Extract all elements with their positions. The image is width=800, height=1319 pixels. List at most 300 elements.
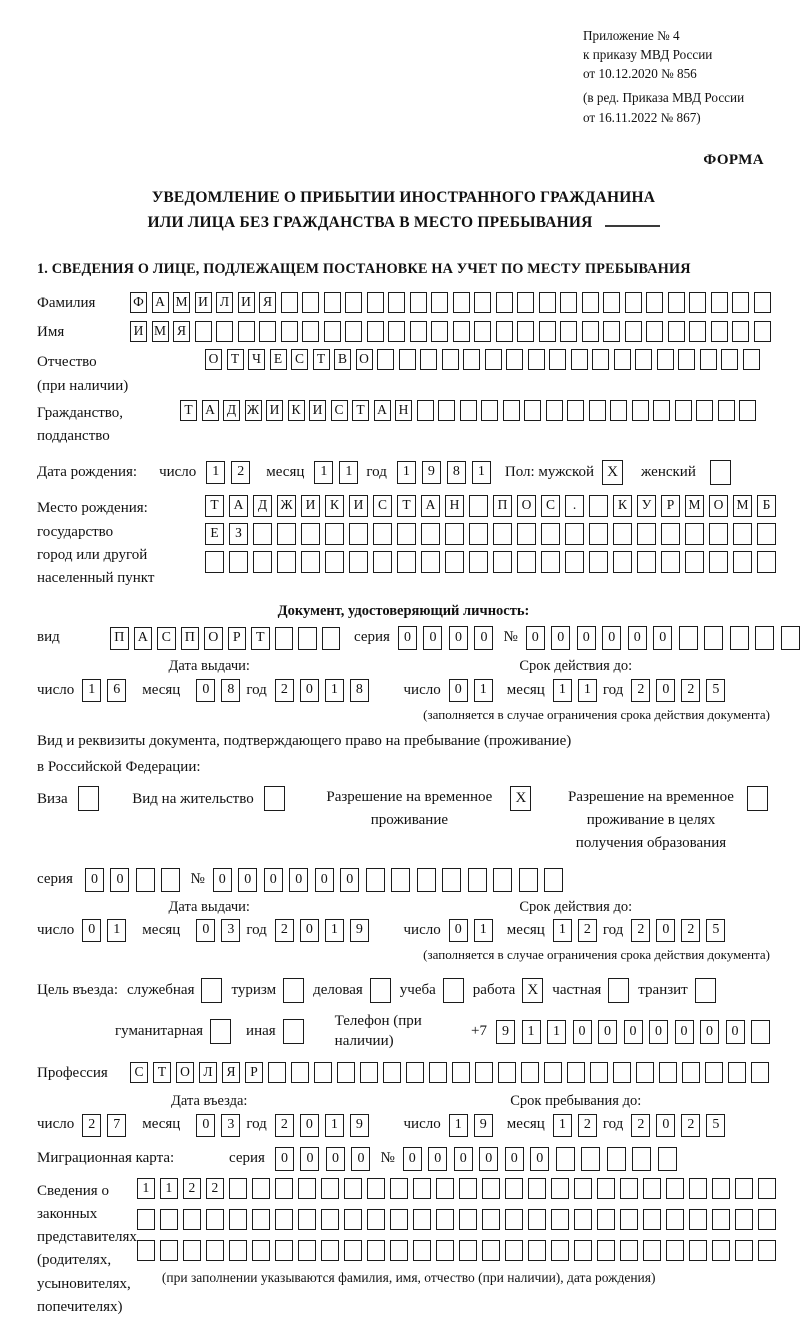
- purpose-study: учеба: [400, 978, 464, 1003]
- purpose-work: работа X: [473, 978, 544, 1003]
- char-cell: [590, 1062, 608, 1083]
- char-cell: [582, 292, 599, 313]
- legal-reference-amendment: от 16.11.2022 № 867): [583, 109, 701, 125]
- purpose-private: частная: [552, 978, 629, 1003]
- residence-permit-label: Вид на жительство: [132, 790, 254, 807]
- char-cell: [229, 1209, 247, 1230]
- char-cell: И: [195, 292, 212, 313]
- char-cell: [482, 1178, 500, 1199]
- char-cell: М: [152, 321, 169, 342]
- day-label: число: [159, 464, 197, 480]
- char-cell: [528, 349, 545, 370]
- char-cell: 2: [578, 1114, 597, 1137]
- char-cell: [551, 1209, 569, 1230]
- phone-label: Телефон (при наличии): [334, 1013, 422, 1049]
- char-cell: [541, 551, 560, 573]
- residence-series-label: серия: [37, 870, 73, 887]
- char-cell: И: [266, 400, 283, 421]
- char-cell: 2: [275, 679, 294, 702]
- char-cell: [571, 349, 588, 370]
- char-cell: 0: [577, 626, 596, 650]
- section1-heading: 1. СВЕДЕНИЯ О ЛИЦЕ, ПОДЛЕЖАЩЕМ ПОСТАНОВКЕ НА УЧЕТ ПО МЕСТУ ПРЕБЫВАНИЯ: [37, 260, 691, 277]
- char-cell: [298, 627, 317, 650]
- char-cell: [253, 551, 272, 573]
- residence-number-label: №: [190, 870, 205, 887]
- char-cell: [229, 551, 248, 573]
- char-cell: [383, 1062, 401, 1083]
- char-cell: [735, 1209, 753, 1230]
- char-cell: 1: [325, 919, 344, 942]
- migration-number-label: №: [380, 1149, 395, 1166]
- firstname-label: Имя: [37, 323, 65, 340]
- char-cell: [560, 321, 577, 342]
- char-cell: [344, 1209, 362, 1230]
- char-cell: Р: [228, 627, 247, 650]
- doc-expiry-month-cells: [553, 679, 597, 702]
- char-cell: Р: [661, 495, 680, 517]
- purpose-business-checkbox: [201, 978, 222, 1003]
- char-cell: 0: [505, 1147, 524, 1171]
- char-cell: 1: [449, 1114, 468, 1137]
- char-cell: 1: [314, 461, 333, 484]
- char-cell: 8: [447, 461, 466, 484]
- legal-reps-label: Сведения о законных представителях (родителях, усыновителях, попечителях): [37, 1182, 137, 1315]
- char-cell: О: [205, 349, 222, 370]
- char-cell: 0: [403, 1147, 422, 1171]
- char-cell: [505, 1240, 523, 1261]
- char-cell: П: [110, 627, 129, 650]
- char-cell: [625, 292, 642, 313]
- char-cell: [712, 1209, 730, 1230]
- purpose-transit: транзит: [638, 978, 715, 1003]
- purpose-transit-checkbox: [695, 978, 716, 1003]
- char-cell: [635, 349, 652, 370]
- char-cell: Д: [223, 400, 240, 421]
- char-cell: [582, 321, 599, 342]
- surname-label: Фамилия: [37, 295, 96, 312]
- char-cell: [755, 626, 774, 650]
- gender-female-label: женский: [641, 464, 696, 480]
- char-cell: [695, 978, 716, 1003]
- char-cell: [275, 1178, 293, 1199]
- char-cell: [229, 1240, 247, 1261]
- residence-issue-year-cells: [275, 919, 369, 942]
- char-cell: 0: [196, 679, 215, 702]
- char-cell: 0: [449, 919, 468, 942]
- char-cell: [519, 868, 538, 892]
- char-cell: 0: [300, 919, 319, 942]
- doc-expiry-block: [382, 657, 771, 724]
- char-cell: X: [510, 786, 531, 811]
- option-temp-residence-education: [565, 786, 768, 856]
- char-cell: Т: [180, 400, 197, 421]
- char-cell: [668, 321, 685, 342]
- char-cell: 1: [82, 679, 101, 702]
- purpose-humanitarian: гуманитарная: [115, 1019, 231, 1044]
- char-cell: [413, 1178, 431, 1199]
- char-cell: [413, 1209, 431, 1230]
- char-cell: [252, 1240, 270, 1261]
- char-cell: 0: [726, 1020, 745, 1044]
- char-cell: [733, 523, 752, 545]
- visit-purpose-label: Цель въезда:: [37, 982, 118, 999]
- char-cell: [324, 292, 341, 313]
- char-cell: [442, 868, 461, 892]
- char-cell: [747, 786, 768, 811]
- residence-expiry-heading: Срок действия до:: [519, 898, 633, 915]
- char-cell: [367, 321, 384, 342]
- char-cell: [696, 400, 713, 421]
- doc-expiry-note: (заполняется в случае ограничения срока действия документа): [423, 706, 770, 722]
- char-cell: [275, 1209, 293, 1230]
- char-cell: К: [613, 495, 632, 517]
- char-cell: [321, 1209, 339, 1230]
- residence-expiry-day-cells: [449, 919, 493, 942]
- char-cell: [781, 626, 800, 650]
- char-cell: Л: [216, 292, 233, 313]
- char-cell: [264, 786, 285, 811]
- char-cell: [589, 523, 608, 545]
- char-cell: И: [130, 321, 147, 342]
- char-cell: [659, 1062, 677, 1083]
- char-cell: 8: [221, 679, 240, 702]
- char-cell: [298, 1178, 316, 1199]
- entry-date-heading: Дата въезда:: [171, 1092, 248, 1109]
- char-cell: [390, 1178, 408, 1199]
- char-cell: [560, 292, 577, 313]
- char-cell: 3: [221, 919, 240, 942]
- char-cell: 0: [289, 868, 308, 892]
- char-cell: 0: [275, 1147, 294, 1171]
- doc-issue-month-cells: [196, 679, 240, 702]
- identity-doc-heading: Документ, удостоверяющий личность:: [277, 603, 530, 620]
- migration-number-cells: [403, 1147, 677, 1171]
- char-cell: [302, 292, 319, 313]
- char-cell: [137, 1209, 155, 1230]
- char-cell: 0: [300, 1114, 319, 1137]
- char-cell: Е: [270, 349, 287, 370]
- char-cell: [678, 349, 695, 370]
- residence-issue-month-cells: [196, 919, 240, 942]
- char-cell: [344, 1178, 362, 1199]
- char-cell: [620, 1209, 638, 1230]
- char-cell: [613, 523, 632, 545]
- char-cell: [743, 349, 760, 370]
- char-cell: [366, 868, 385, 892]
- char-cell: А: [229, 495, 248, 517]
- birth-month-cells: [314, 461, 358, 484]
- char-cell: [711, 292, 728, 313]
- char-cell: [291, 1062, 309, 1083]
- purpose-commercial: деловая: [313, 978, 391, 1003]
- char-cell: [679, 626, 698, 650]
- stay-until-month-cells: [553, 1114, 597, 1137]
- entry-date: число 2 7 месяц 0 3 год 2 0 1 9: [37, 1114, 382, 1137]
- char-cell: 0: [85, 868, 104, 892]
- char-cell: С: [157, 627, 176, 650]
- migration-series-label: серия: [229, 1149, 265, 1166]
- char-cell: [592, 349, 609, 370]
- char-cell: 2: [206, 1178, 224, 1199]
- char-cell: [503, 400, 520, 421]
- char-cell: Ф: [130, 292, 147, 313]
- char-cell: [436, 1240, 454, 1261]
- char-cell: [589, 551, 608, 573]
- residence-issue-day-cells: [82, 919, 126, 942]
- option-visa: [37, 786, 99, 811]
- char-cell: 9: [496, 1020, 515, 1044]
- residence-permit-checkbox: [264, 786, 285, 811]
- char-cell: 0: [624, 1020, 643, 1044]
- char-cell: [391, 868, 410, 892]
- doc-issue-date: число 1 6 месяц 0 8 год 2 0 1 8: [37, 679, 382, 702]
- char-cell: [410, 292, 427, 313]
- char-cell: [367, 1178, 385, 1199]
- char-cell: [754, 321, 771, 342]
- profession-label: Профессия: [37, 1065, 108, 1082]
- char-cell: Я: [222, 1062, 240, 1083]
- stay-until-block: [382, 1092, 771, 1137]
- char-cell: [528, 1209, 546, 1230]
- char-cell: [485, 349, 502, 370]
- char-cell: 8: [350, 679, 369, 702]
- char-cell: 0: [479, 1147, 498, 1171]
- char-cell: [201, 978, 222, 1003]
- gender-female-checkbox: [710, 460, 731, 485]
- char-cell: [252, 1209, 270, 1230]
- char-cell: [298, 1240, 316, 1261]
- char-cell: [636, 1062, 654, 1083]
- char-cell: [661, 551, 680, 573]
- entry-day-cells: [82, 1114, 126, 1137]
- char-cell: [314, 1062, 332, 1083]
- temp-residence-label: Разрешение на временное проживание: [326, 788, 493, 829]
- migration-series-cells: [275, 1147, 371, 1171]
- char-cell: [481, 400, 498, 421]
- char-cell: [360, 1062, 378, 1083]
- char-cell: Ж: [277, 495, 296, 517]
- char-cell: [420, 349, 437, 370]
- char-cell: [539, 292, 556, 313]
- char-cell: [252, 1178, 270, 1199]
- char-cell: [505, 1209, 523, 1230]
- residence-doc-intro2: в Российской Федерации:: [37, 759, 201, 776]
- legal-reps-row2: [137, 1209, 776, 1230]
- visa-checkbox: [78, 786, 99, 811]
- char-cell: [709, 523, 728, 545]
- char-cell: А: [421, 495, 440, 517]
- char-cell: [183, 1240, 201, 1261]
- char-cell: [544, 868, 563, 892]
- stay-until-date: число 1 9 месяц 1 2 год 2 0 2 5: [382, 1114, 771, 1137]
- firstname-cells: [130, 321, 771, 342]
- char-cell: [608, 978, 629, 1003]
- phone-cells: [496, 1020, 770, 1044]
- char-cell: С: [291, 349, 308, 370]
- char-cell: [505, 1178, 523, 1199]
- char-cell: [268, 1062, 286, 1083]
- doc-number-cells: [526, 626, 800, 650]
- char-cell: 9: [474, 1114, 493, 1137]
- char-cell: Т: [153, 1062, 171, 1083]
- char-cell: [195, 321, 212, 342]
- char-cell: Т: [313, 349, 330, 370]
- char-cell: [528, 1178, 546, 1199]
- char-cell: [718, 400, 735, 421]
- citizenship-label: Гражданство, подданство: [37, 404, 124, 444]
- doc-expiry-heading: Срок действия до:: [519, 658, 633, 675]
- legal-reps-rows: [137, 1178, 776, 1287]
- char-cell: [546, 400, 563, 421]
- birth-place-row1: [205, 495, 776, 517]
- char-cell: 2: [183, 1178, 201, 1199]
- doc-expiry-day-cells: [449, 679, 493, 702]
- field-birth-date: [37, 460, 770, 485]
- char-cell: [751, 1020, 770, 1044]
- char-cell: [136, 868, 155, 892]
- visit-purpose-row1: [37, 978, 770, 1003]
- char-cell: [524, 400, 541, 421]
- char-cell: 9: [350, 1114, 369, 1137]
- stay-until-year-cells: [631, 1114, 725, 1137]
- visit-purpose-row2: [115, 1012, 770, 1051]
- char-cell: 0: [551, 626, 570, 650]
- char-cell: 2: [275, 1114, 294, 1137]
- char-cell: С: [130, 1062, 148, 1083]
- char-cell: [735, 1240, 753, 1261]
- field-citizenship: [37, 400, 770, 449]
- char-cell: [431, 321, 448, 342]
- char-cell: 0: [351, 1147, 370, 1171]
- char-cell: [388, 292, 405, 313]
- char-cell: [406, 1062, 424, 1083]
- char-cell: X: [522, 978, 543, 1003]
- char-cell: [551, 1240, 569, 1261]
- char-cell: 1: [397, 461, 416, 484]
- char-cell: 2: [275, 919, 294, 942]
- doc-issue-year-cells: [275, 679, 369, 702]
- char-cell: 0: [474, 626, 493, 650]
- char-cell: О: [709, 495, 728, 517]
- char-cell: [210, 1019, 231, 1044]
- char-cell: 1: [107, 919, 126, 942]
- char-cell: [345, 292, 362, 313]
- birth-place-cell-rows: [205, 495, 776, 573]
- char-cell: 0: [675, 1020, 694, 1044]
- char-cell: 1: [325, 679, 344, 702]
- birth-date-label: Дата рождения:: [37, 464, 138, 480]
- char-cell: 5: [706, 679, 725, 702]
- char-cell: М: [733, 495, 752, 517]
- char-cell: [453, 321, 470, 342]
- char-cell: [732, 292, 749, 313]
- char-cell: [453, 292, 470, 313]
- char-cell: 0: [196, 1114, 215, 1137]
- char-cell: 0: [82, 919, 101, 942]
- char-cell: 0: [398, 626, 417, 650]
- visa-label: Виза: [37, 790, 68, 807]
- char-cell: [349, 551, 368, 573]
- char-cell: [581, 1147, 600, 1171]
- char-cell: О: [356, 349, 373, 370]
- char-cell: [539, 321, 556, 342]
- residence-issue-date: число 0 1 месяц 0 3 год 2 0 1 9: [37, 919, 382, 942]
- char-cell: [754, 292, 771, 313]
- char-cell: Я: [173, 321, 190, 342]
- char-cell: [390, 1209, 408, 1230]
- gender-male-checkbox: [602, 460, 623, 485]
- char-cell: Н: [445, 495, 464, 517]
- char-cell: [689, 1178, 707, 1199]
- char-cell: 2: [82, 1114, 101, 1137]
- char-cell: [668, 292, 685, 313]
- char-cell: 0: [300, 1147, 319, 1171]
- char-cell: 0: [656, 679, 675, 702]
- legal-reps-row3: [137, 1240, 776, 1261]
- char-cell: [589, 400, 606, 421]
- purpose-other: иная: [246, 1019, 304, 1044]
- char-cell: [238, 321, 255, 342]
- doc-series-cells: [398, 626, 494, 650]
- char-cell: [281, 321, 298, 342]
- char-cell: [421, 551, 440, 573]
- char-cell: [373, 523, 392, 545]
- char-cell: П: [181, 627, 200, 650]
- char-cell: [711, 321, 728, 342]
- char-cell: 2: [681, 679, 700, 702]
- char-cell: [283, 978, 304, 1003]
- char-cell: [567, 400, 584, 421]
- entry-date-block: [37, 1092, 382, 1137]
- char-cell: [183, 1209, 201, 1230]
- char-cell: [574, 1178, 592, 1199]
- char-cell: [325, 523, 344, 545]
- legal-reference-amendment: (в ред. Приказа МВД России: [583, 90, 745, 106]
- char-cell: 0: [598, 1020, 617, 1044]
- birth-year-cells: [397, 461, 491, 484]
- char-cell: [682, 1062, 700, 1083]
- purpose-business: служебная: [127, 978, 223, 1003]
- char-cell: Н: [395, 400, 412, 421]
- char-cell: А: [134, 627, 153, 650]
- char-cell: П: [493, 495, 512, 517]
- char-cell: [482, 1209, 500, 1230]
- char-cell: 5: [706, 1114, 725, 1137]
- char-cell: 1: [325, 1114, 344, 1137]
- char-cell: [589, 495, 608, 517]
- char-cell: Т: [352, 400, 369, 421]
- char-cell: 1: [339, 461, 358, 484]
- char-cell: [436, 1178, 454, 1199]
- char-cell: [469, 523, 488, 545]
- char-cell: Т: [397, 495, 416, 517]
- char-cell: [689, 292, 706, 313]
- char-cell: [597, 1240, 615, 1261]
- char-cell: [324, 321, 341, 342]
- char-cell: [730, 626, 749, 650]
- char-cell: 2: [631, 1114, 650, 1137]
- purpose-work-checkbox: [522, 978, 543, 1003]
- char-cell: Ч: [248, 349, 265, 370]
- char-cell: 9: [350, 919, 369, 942]
- char-cell: [517, 292, 534, 313]
- char-cell: 2: [681, 919, 700, 942]
- char-cell: [397, 551, 416, 573]
- char-cell: [517, 523, 536, 545]
- char-cell: 2: [631, 679, 650, 702]
- char-cell: [259, 321, 276, 342]
- temp-residence-checkbox: [510, 786, 531, 811]
